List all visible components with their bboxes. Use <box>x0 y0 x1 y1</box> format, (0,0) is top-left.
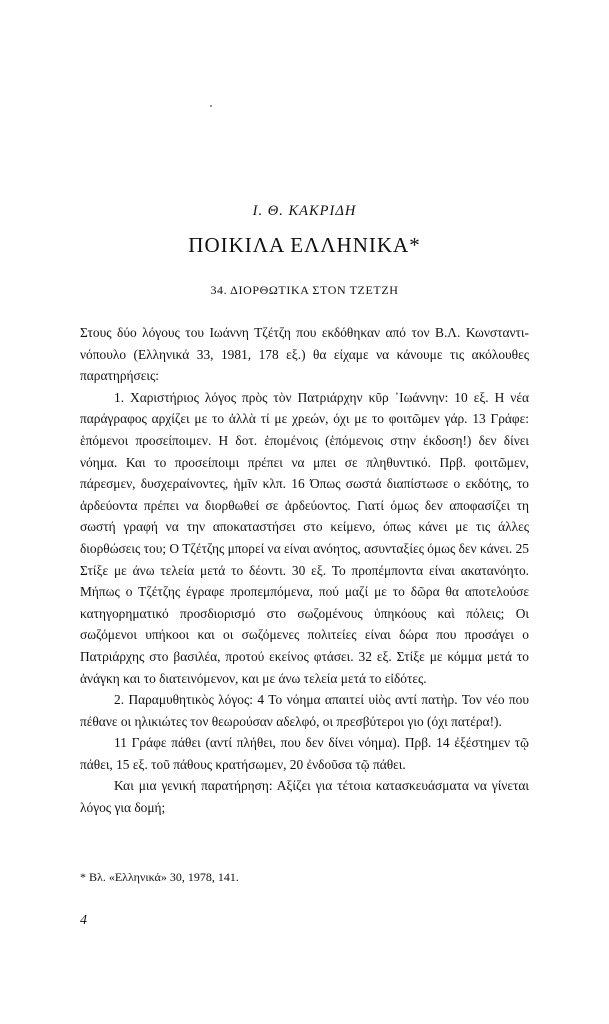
section-subtitle: 34. ΔΙΟΡΘΩΤΙΚΑ ΣΤΟΝ ΤΖΕΤΖΗ <box>210 283 399 297</box>
body-paragraph-4: Και μια γενική παρατήρηση: Αξίζει για τέτοια κατασκευάσματα να γίνεται λόγος για δομή; <box>80 778 529 816</box>
print-speck <box>210 105 212 107</box>
body-paragraph-1: 1. Χαριστήριος λόγος πρὸς τὸν Πατριάρχην κῦρ ᾽Ιωάννην: 10 εξ. Η νέα παράγραφος αρχίζει με το ἀλλὰ τί με χρεών, όχι με το φοιτῶμεν γάρ. 13 Γράφε: ἑπόμενοι προσείποιμεν. Η δοτ. ἑπομένοις (ἑπόμενοις στην έκδοση!) δεν δίνει νόημα. Και το προσείποιμι πρέπει να μπει σε πληθυντικό. Πρβ. φοιτῶμεν, πάρεσμεν, δυσχεραίνοντες, ἡμῖν κλπ. 16 Όπως σωστά διαπίστωσε ο εκδότης, το ἀρδεύοντα πρέπει να διορθωθεί σε ἀρδεύοντος. Γιατί όμως δεν αποφασίζει τη σωστή γραφή να την αποκαταστήσει στο κείμενο, όπως κάνει με τις άλλες διορθώσεις του; Ο Τζέτζης μπορεί να είναι ανόητος, ασυνταξίες όμως δεν κάνει. 25 Στίξε με άνω τελεία μετά το δέοντι. 30 εξ. Το προπέμποντα είναι ακατανόητο. Μήπως ο Τζέτζης έγραφε προπεμπόμενα, πού μαζί με το δῶρα θα αποτελούσε κατηγορηματικό προσδιορισμό στο σωζομένους ὑπηκόους καὶ πόλεις; Οι σωζόμενοι υπήκοοι και οι σωζόμενες πολιτείες είναι δώρα που προσάγει ο Πατριάρχης στο βασιλέα, προτού εκείνος φτάσει. 32 εξ. Στίξε με κόμμα μετά το ἀνάγκη και το διατεινόμενον, και με άνω τελεία μετά το εἰδότες. <box>80 389 529 686</box>
article-author: Ι. Θ. ΚΑΚΡΙΔΗ <box>252 203 357 219</box>
body-paragraph-intro: Στους δύο λόγους του Ιωάννη Τζέτζη που εκδόθηκαν από τον Β.Λ. Κωνσταντινόπουλο (Ελληνικά 33, 1981, 178 εξ.) θα είχαμε να κάνουμε τις ακόλουθες παρατηρήσεις: <box>80 325 529 384</box>
footnote: * Βλ. «Ελληνικά» 30, 1978, 141. <box>80 870 239 884</box>
article-title: ΠΟΙΚΙΛΑ ΕΛΛΗΝΙΚΑ* <box>188 233 421 257</box>
page-number: 4 <box>80 913 87 928</box>
body-paragraph-2: 2. Παραμυθητικὸς λόγος: 4 Το νόημα απαιτεί υἱὸς αντί πατὴρ. Τον νέο που πέθανε οι ηλικιώτες τον θεωρούσαν αδελφό, οι πρεσβύτεροι γιο (όχι πατέρα!). <box>80 692 529 729</box>
article-body <box>80 322 529 819</box>
body-paragraph-3: 11 Γράφε πάθει (αντί πλήθει, που δεν δίνει νόημα). Πρβ. 14 ἐξέστημεν τῷ πάθει, 15 εξ. τοῦ πάθους κρατήσωμεν, 20 ἐνδοῦσα τῷ πάθει. <box>80 735 529 772</box>
